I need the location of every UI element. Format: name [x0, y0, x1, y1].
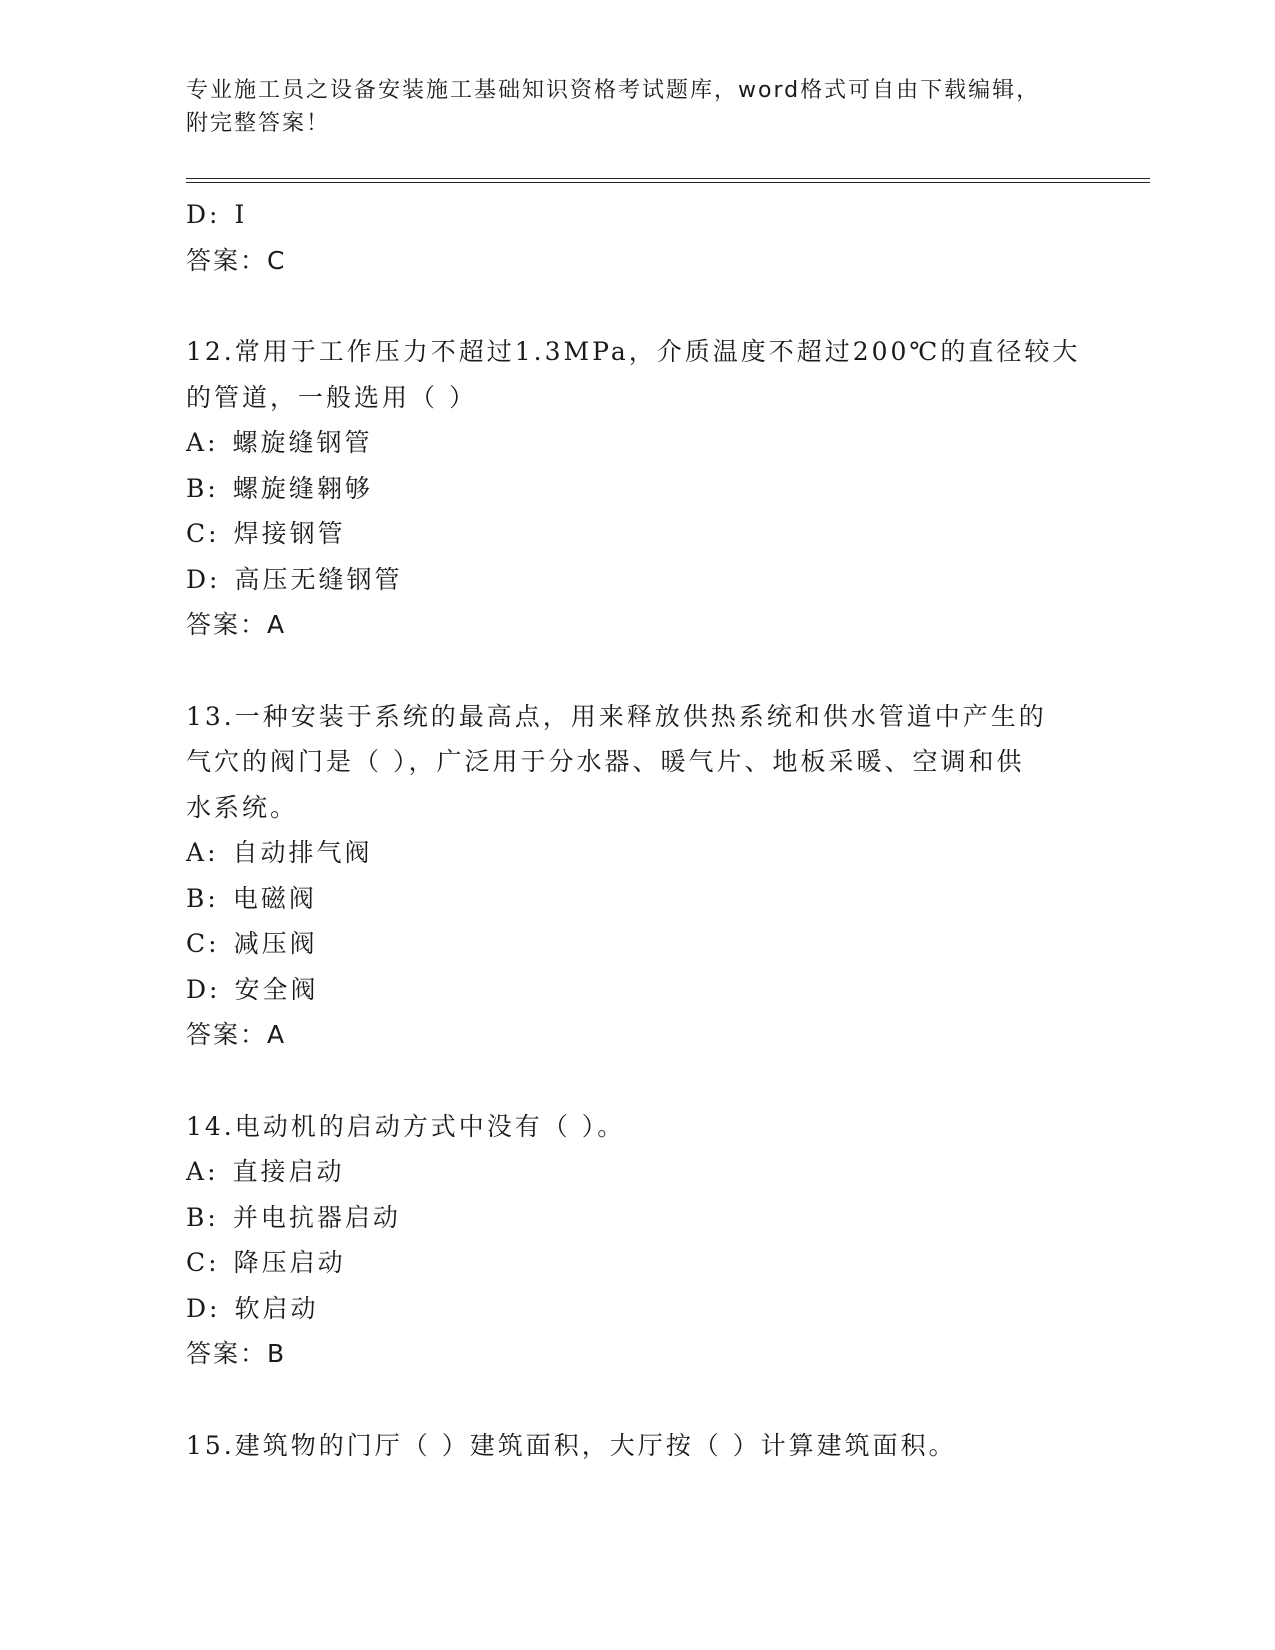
option-text: 电磁阀	[232, 883, 317, 913]
option-b	[186, 466, 1086, 512]
header-divider	[186, 178, 1150, 183]
option-text: 并电抗器启动	[232, 1202, 401, 1232]
option-text: 螺旋缝翱够	[232, 473, 373, 503]
option-text: I	[234, 200, 248, 229]
question-12	[186, 329, 1086, 648]
option-d	[186, 967, 1086, 1013]
option-text: 降压启动	[233, 1248, 346, 1277]
answer-line: 答案：B	[186, 1339, 287, 1368]
option-d	[186, 557, 1086, 603]
question-text-cont: 水系统。	[186, 792, 299, 822]
option-key: D	[186, 564, 210, 594]
option-separator: :	[207, 428, 219, 457]
option-separator: :	[209, 974, 221, 1004]
question-text: 15.建筑物的门厅（ ）建筑面积，大厅按（ ）计算建筑面积。	[186, 1430, 957, 1460]
option-key: D	[186, 974, 210, 1004]
option-separator: :	[209, 200, 221, 229]
option-separator: :	[209, 1293, 221, 1323]
option-key: A	[186, 838, 208, 867]
header-line-2: 附完整答案！	[186, 111, 331, 136]
spacer	[186, 283, 1086, 329]
question-text-cont: 气穴的阀门是（ ），广泛用于分水器、暖气片、地板采暖、空调和供	[186, 747, 1025, 776]
option-separator: :	[207, 473, 219, 503]
option-text: 安全阀	[234, 974, 319, 1004]
question-14	[186, 1104, 1086, 1377]
option-text: 高压无缝钢管	[234, 564, 403, 594]
answer-line: 答案：A	[186, 610, 287, 639]
option-key: A	[186, 428, 208, 457]
option-text: 减压阀	[233, 929, 318, 958]
option-separator: :	[208, 1248, 220, 1277]
answer-line: 答案：C	[186, 245, 287, 275]
option-c	[186, 511, 1086, 557]
option-separator: :	[207, 838, 219, 867]
answer-line: 答案：A	[186, 1020, 287, 1049]
document-body	[186, 192, 1086, 1468]
spacer	[186, 1377, 1086, 1423]
option-text: 自动排气阀	[232, 838, 373, 867]
option-key: B	[186, 1202, 208, 1232]
question-text: 13.一种安装于系统的最高点，用来释放供热系统和供水管道中产生的	[186, 701, 1047, 731]
option-key: B	[186, 883, 208, 913]
option-key: C	[186, 1248, 209, 1277]
option-text: 焊接钢管	[233, 519, 346, 548]
option-separator: :	[207, 1157, 219, 1186]
option-key: A	[186, 1157, 208, 1186]
header-line-1: 专业施工员之设备安装施工基础知识资格考试题库，word格式可自由下载编辑，	[186, 78, 1041, 103]
option-c	[186, 1240, 1086, 1286]
option-separator: :	[208, 929, 220, 958]
option-text: 螺旋缝钢管	[232, 428, 373, 457]
question-13	[186, 694, 1086, 1058]
option-key: D	[186, 1293, 210, 1323]
question-text: 14.电动机的启动方式中没有（ ）。	[186, 1111, 626, 1141]
option-key: C	[186, 519, 209, 548]
option-text: 软启动	[234, 1293, 319, 1323]
option-b	[186, 1195, 1086, 1241]
option-separator: :	[209, 564, 221, 594]
spacer	[186, 1058, 1086, 1104]
option-separator: :	[207, 883, 219, 913]
option-a	[186, 1149, 1086, 1195]
option-d	[186, 1286, 1086, 1332]
option-a	[186, 420, 1086, 466]
option-a	[186, 830, 1086, 876]
option-text: 直接启动	[232, 1157, 345, 1186]
spacer	[186, 648, 1086, 694]
option-separator: :	[208, 519, 220, 548]
option-key: D	[186, 200, 210, 229]
option-key: C	[186, 929, 209, 958]
option-key: B	[186, 473, 208, 503]
option-d	[186, 192, 1086, 238]
question-15	[186, 1423, 1086, 1469]
page-header	[186, 74, 1086, 140]
option-c	[186, 921, 1086, 967]
question-text-cont: 的管道，一般选用（ ）	[186, 382, 477, 412]
option-separator: :	[207, 1202, 219, 1232]
question-text: 12.常用于工作压力不超过1.3MPa，介质温度不超过200℃的直径较大	[186, 337, 1081, 366]
option-b	[186, 876, 1086, 922]
